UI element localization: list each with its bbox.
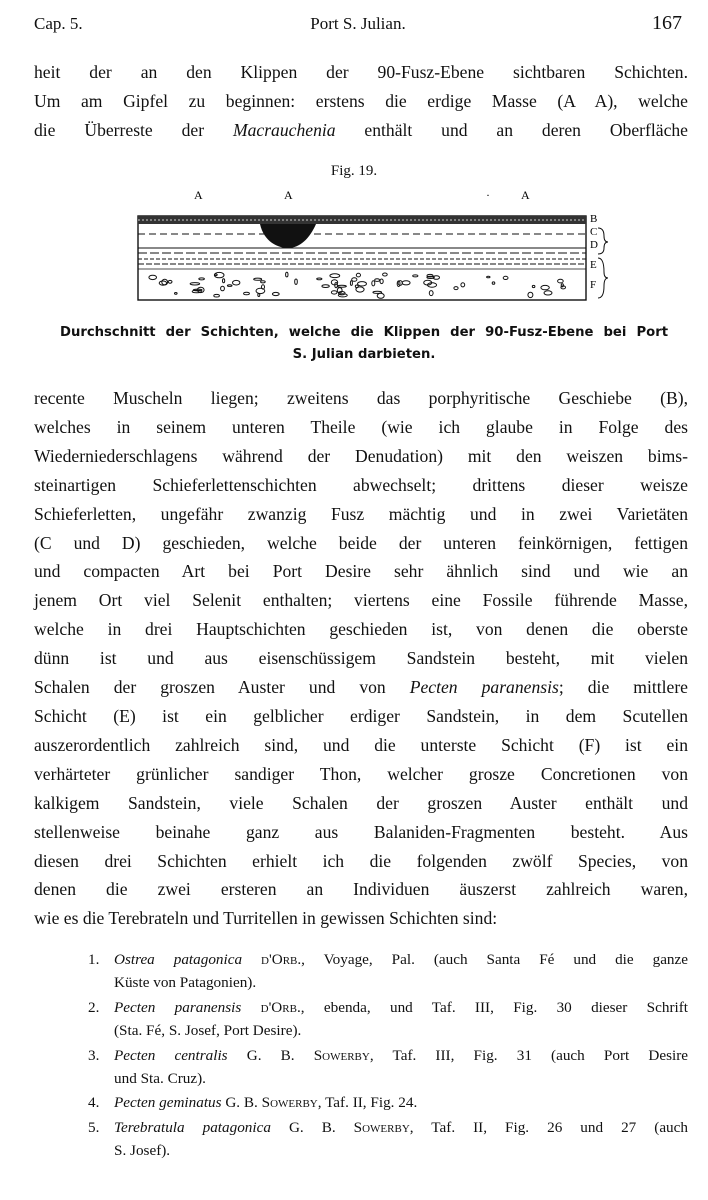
text-line: welche in drei Hauptschichten geschieden ist, von denen die oberste <box>34 619 688 640</box>
caption-line: S. Julian darbieten. <box>292 347 436 362</box>
pebble <box>375 279 380 282</box>
text-line: (C und D) geschieden, welche beide der unteren feinkörnigen, fettigen <box>34 532 688 553</box>
pebble <box>286 272 288 277</box>
text-line: stellenweise beinahe ganz aus Balaniden-Fragmenten besteht. Aus <box>34 821 688 842</box>
paragraph-top <box>34 58 688 145</box>
pebble <box>322 285 329 288</box>
running-head <box>34 12 682 38</box>
chapter-label: Cap. 5. <box>34 14 83 33</box>
pebble <box>330 274 340 278</box>
pebble <box>149 275 157 279</box>
text-line: recente Muscheln liegen; zweitens das porphyritische Geschiebe (B), <box>34 388 688 408</box>
text-line: steinartigen Schieferlettenschichten abwechselt; drittens dieser weisze <box>34 474 688 495</box>
text-line: kalkigem Sandstein, viele Schalen der groszen Auster enthält und <box>34 792 688 813</box>
marker-a-3: A <box>521 188 530 202</box>
paragraph-main <box>34 384 688 933</box>
pebble <box>214 294 220 297</box>
text-line: Wiederniederschlagens während der Denudation) mit den weiszen bims- <box>34 445 688 466</box>
list-item: 3. Pecten centralis G. B. Sowerby, Taf. III, Fig. 31 (auch Port Desire und Sta. Cruz). <box>88 1046 688 1088</box>
pebble <box>168 280 172 283</box>
figure-caption <box>60 322 668 366</box>
pebble <box>350 281 352 286</box>
list-item: 2. Pecten paranensis d'Orb., ebenda, und Taf. III, Fig. 30 dieser Schrift (Sta. Fé, S. Josef, Port Desire). <box>88 998 689 1040</box>
list-item: 1. Ostrea patagonica d'Orb., Voyage, Pal. (auch Santa Fé und die ganze Küste von Patagonien). <box>88 951 689 992</box>
pebble <box>558 279 564 283</box>
text-line: welches in seinem unteren Theile (wie ich glaube in Folge des <box>34 416 688 437</box>
text-line: Schalen der groszen Auster und von Pecten paranensis; die mittlere <box>34 677 688 698</box>
text-line: Schicht (E) ist ein gelblicher erdiger Sandstein, in dem Scutellen <box>34 705 688 726</box>
pebble <box>352 278 357 282</box>
species-list <box>88 948 688 1164</box>
pebble <box>175 293 178 295</box>
pebble <box>402 281 410 285</box>
marker-a-2: A <box>284 188 293 202</box>
section-title: Port S. Julian. <box>310 14 406 33</box>
pebble <box>272 292 279 295</box>
pebble <box>372 281 375 286</box>
marker-d: D <box>590 239 598 251</box>
pebble <box>461 283 465 287</box>
text-line: wie es die Terebrateln und Turritellen in gewissen Schichten sind: <box>34 908 498 929</box>
text-line: Um am Gipfel zu beginnen: erstens die erdige Masse (A A), welche <box>34 90 688 111</box>
text-line: jenem Ort viel Selenit enthalten; viertens eine Fossile führende Masse, <box>34 590 688 611</box>
pebble <box>331 291 337 294</box>
pebble <box>356 273 360 277</box>
pebble <box>413 275 418 277</box>
pebble <box>487 276 490 278</box>
pebble <box>356 287 364 292</box>
pebble <box>190 283 200 285</box>
marker-f: F <box>590 279 597 291</box>
marker-e: E <box>590 259 597 271</box>
species-name: Pecten geminatus <box>114 1094 222 1112</box>
pebble <box>233 280 240 285</box>
list-item: 5. Terebratula patagonica G. B. Sowerby, Taf. II, Fig. 26 und 27 (auch S. Josef). <box>88 1118 688 1160</box>
pebble <box>227 285 232 287</box>
species-name: Terebratula patagonica <box>114 1118 271 1136</box>
marker-a-1: A <box>194 188 203 202</box>
caption-line: Durchschnitt der Schichten, welche die Klippen der 90-Fusz-Ebene bei Port <box>60 325 668 340</box>
pebble <box>377 293 384 298</box>
text-line: Schieferletten, ungefähr zwanzig Fusz mächtig und in zwei Varietäten <box>34 503 688 524</box>
pebble <box>358 282 367 286</box>
pebble <box>199 278 205 280</box>
pebble <box>221 286 225 291</box>
pebble <box>561 286 566 289</box>
pebble <box>337 285 346 287</box>
pebble <box>492 282 495 284</box>
pebble <box>380 279 383 284</box>
pebble <box>261 281 266 283</box>
text-line: dünn ist und aus eisenschüssigem Sandstein besteht, mit vielen <box>34 648 688 669</box>
text-line: und compacten Art bei Port Desire sehr ähnlich sind und wie an <box>34 561 688 582</box>
species-name: Pecten centralis <box>114 1046 228 1064</box>
pebble <box>532 285 535 287</box>
pebble <box>244 292 250 295</box>
stratigraphic-section-figure <box>128 186 628 306</box>
taxon-name: Macrauchenia <box>232 119 336 140</box>
species-name: Ostrea patagonica <box>114 951 243 968</box>
text-line: verhärteter grünlicher sandiger Thon, welcher grosze Concretionen von <box>34 763 688 784</box>
pebble <box>429 291 433 296</box>
taxon-name: Pecten paranensis <box>409 677 559 698</box>
text-line: auszerordentlich zahlreich sind, und die unterste Schicht (F) ist ein <box>34 734 688 755</box>
pebble <box>258 294 260 297</box>
text-line: diesen drei Schichten erhielt ich die folgenden zwölf Species, von <box>34 850 688 871</box>
marker-b: B <box>590 213 598 225</box>
pebble <box>223 279 225 283</box>
pebble <box>541 285 549 289</box>
pebble <box>295 279 298 284</box>
pebble <box>215 274 218 276</box>
species-name: Pecten paranensis <box>114 998 242 1016</box>
figure-label: Fig. 19. <box>330 163 378 179</box>
pebble <box>503 276 508 279</box>
text-line: denen die zwei ersteren an Individuen äuszerst zahlreich waren, <box>34 879 688 900</box>
pebble <box>383 273 388 276</box>
pebble <box>254 278 262 280</box>
pebble <box>544 291 552 295</box>
text-line: die Überreste der Macrauchenia enthält und an deren Oberfläche <box>34 119 688 140</box>
svg-text:·: · <box>486 188 490 202</box>
list-item: 4. Pecten geminatus G. B. Sowerby, Taf. II, Fig. 24. <box>88 1094 418 1112</box>
marker-c: C <box>590 226 598 238</box>
page-number: 167 <box>652 12 682 34</box>
pebble <box>454 287 458 290</box>
text-line: heit der an den Klippen der 90-Fusz-Ebene sichtbaren Schichten. <box>34 62 688 82</box>
pebble <box>528 292 533 297</box>
pebble <box>317 278 322 280</box>
